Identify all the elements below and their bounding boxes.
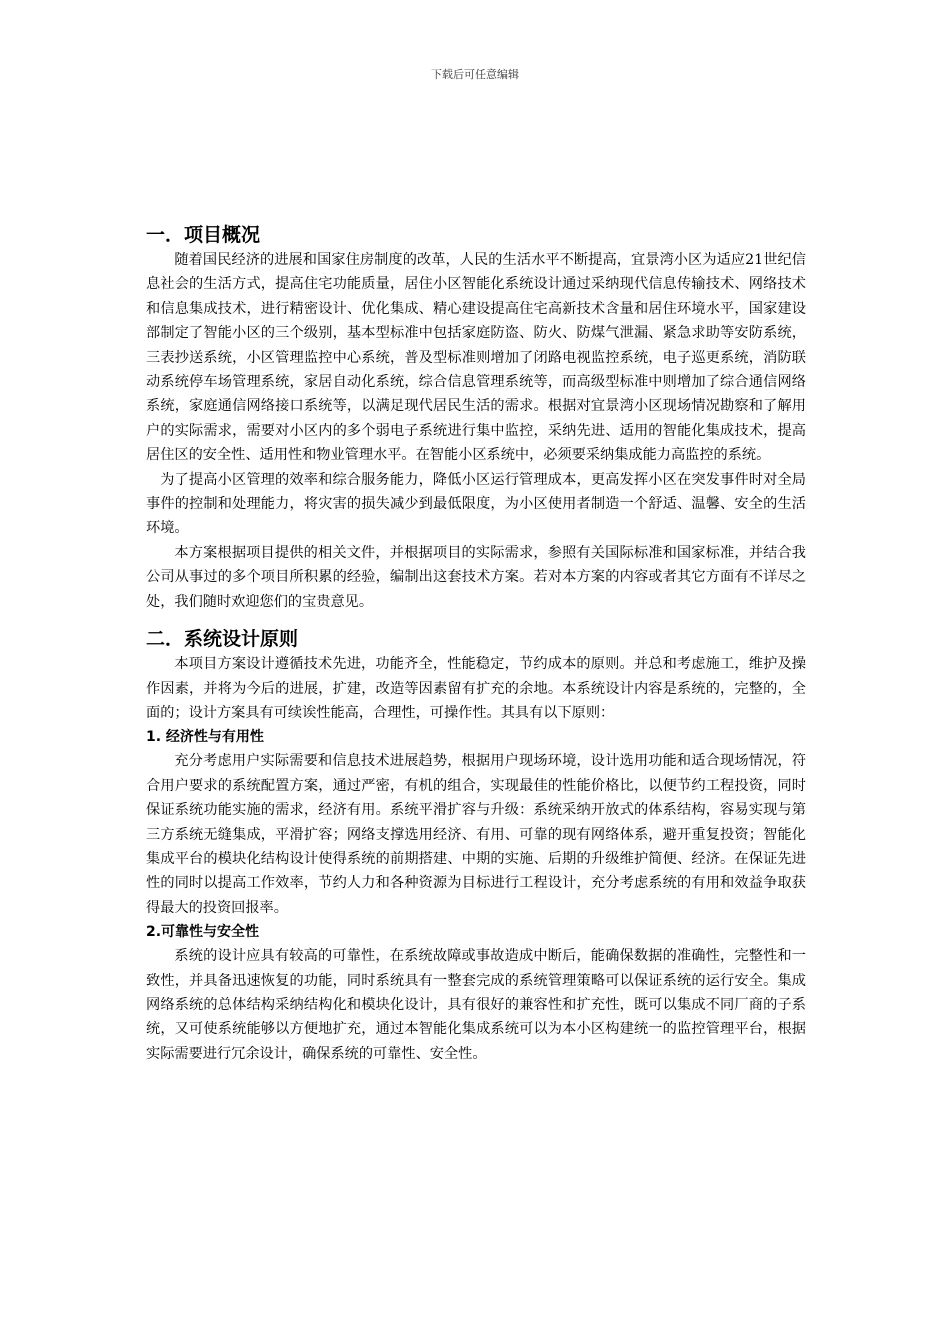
paragraph: 本方案根据项目提供的相关文件，并根据项目的实际需求，参照有关国际标准和国家标准，并结合我公司从事过的多个项目所积累的经验，编制出这套技术方案。若对本方案的内容或者其它方面有不详尽之处，我们随时欢迎您们的宝贵意见。 (146, 544, 806, 610)
header-note: 下载后可任意编辑 (431, 68, 519, 81)
document-body (146, 222, 806, 1066)
section-heading-design-principles: 二．系统设计原则 (146, 628, 299, 651)
subsection-heading-economy: 1. 经济性与有用性 (146, 729, 264, 746)
section-heading-overview: 一．项目概况 (146, 224, 261, 246)
paragraph: 系统的设计应具有较高的可靠性，在系统故障或事故造成中断后，能确保数据的准确性，完整性和一致性，并具备迅速恢复的功能，同时系统具有一整套完成的系统管理策略可以保证系统的运行安全。集成网络系统的总体结构采纳结构化和模块化设计，具有很好的兼容性和扩充性，既可以集成不同厂商的子系统，又可使系统能够以方便地扩充，通过本智能化集成系统可以为本小区构建统一的监控管理平台，根据实际需要进行冗余设计，确保系统的可靠性、安全性。 (146, 948, 806, 1062)
paragraph: 充分考虑用户实际需要和信息技术进展趋势，根据用户现场环境，设计选用功能和适合现场情况，符合用户要求的系统配置方案，通过严密，有机的组合，实现最佳的性能价格比，以便节约工程投资，同时保证系统功能实施的需求，经济有用。系统平滑扩容与升级：系统采纳开放式的体系结构，容易实现与第三方系统无缝集成，平滑扩容；网络支撑选用经济、有用、可靠的现有网络体系，避开重复投资；智能化集成平台的模块化结构设计使得系统的前期搭建、中期的实施、后期的升级维护简便、经济。在保证先进性的同时以提高工作效率，节约人力和各种资源为目标进行工程设计，充分考虑系统的有用和效益争取获得最大的投资回报率。 (146, 753, 806, 916)
paragraph: 为了提高小区管理的效率和综合服务能力，降低小区运行管理成本，更高发挥小区在突发事件时对全局事件的控制和处理能力，将灾害的损失减少到最低限度，为小区使用者制造一个舒适、温馨、安全的生活环境。 (146, 471, 806, 537)
paragraph: 本项目方案设计遵循技术先进，功能齐全，性能稳定，节约成本的原则。并总和考虑施工，维护及操作因素，并将为今后的进展，扩建，改造等因素留有扩充的余地。本系统设计内容是系统的，完整的，全面的；设计方案具有可续诶性能高，合理性，可操作性。其具有以下原则： (146, 656, 806, 721)
paragraph: 随着国民经济的进展和国家住房制度的改革，人民的生活水平不断提高，宜景湾小区为适应21世纪信息社会的生活方式，提高住宅功能质量，居住小区智能化系统设计通过采纳现代信息传输技术、网络技术和信息集成技术，进行精密设计、优化集成、精心建设提高住宅高新技术含量和居住环境水平，国家建设部制定了智能小区的三个级别，基本型标准中包括家庭防盗、防火、防煤气泄漏、紧急求助等安防系统，三表抄送系统，小区管理监控中心系统，普及型标准则增加了闭路电视监控系统，电子巡更系统，消防联动系统停车场管理系统，家居自动化系统，综合信息管理系统等，而高级型标准中则增加了综合通信网络系统，家庭通信网络接口系统等，以满足现代居民生活的需求。根据对宜景湾小区现场情况勘察和了解用户的实际需求，需要对小区内的多个弱电子系统进行集中监控，采纳先进、适用的智能化集成技术，提高居住区的安全性、适用性和物业管理水平。在智能小区系统中，必须要采纳集成能力高监控的系统。 (146, 252, 806, 464)
subsection-heading-reliability: 2.可靠性与安全性 (146, 924, 260, 941)
